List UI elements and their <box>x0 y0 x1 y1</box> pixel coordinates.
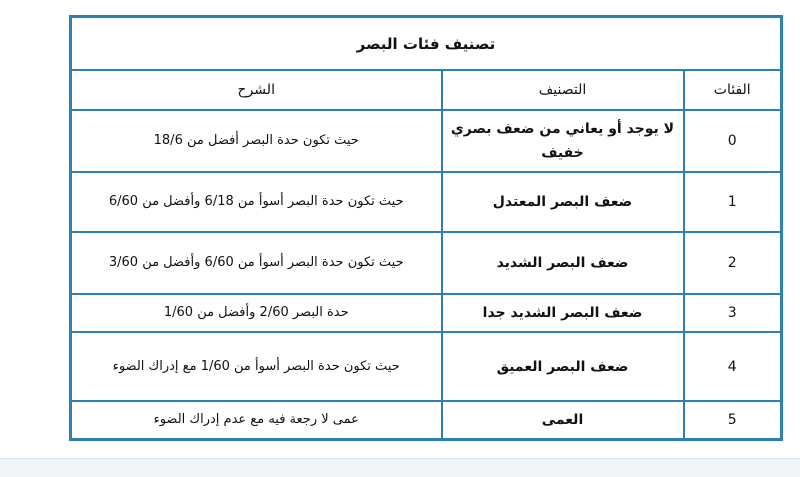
vision-classification-table <box>69 15 783 441</box>
classification-cell: لا يوجد أو يعاني من ضعف بصري خفيف <box>442 110 684 172</box>
category-cell: 4 <box>684 332 782 401</box>
table-header-row <box>71 70 782 110</box>
classification-cell: ضعف البصر الشديد جدا <box>442 294 684 332</box>
classification-cell: ضعف البصر العميق <box>442 332 684 401</box>
header-classification: التصنيف <box>442 70 684 110</box>
explanation-cell: حدة البصر 2/60 وأفضل من 1/60 <box>71 294 442 332</box>
classification-cell: ضعف البصر المعتدل <box>442 172 684 232</box>
category-cell: 2 <box>684 232 782 294</box>
header-categories: الفئات <box>684 70 782 110</box>
category-cell: 1 <box>684 172 782 232</box>
table-title-row <box>71 17 782 71</box>
classification-cell: العمى <box>442 401 684 440</box>
table-row <box>71 232 782 294</box>
page-bottom-band <box>0 458 800 477</box>
table-row <box>71 172 782 232</box>
table-row <box>71 294 782 332</box>
header-explanation: الشرح <box>71 70 442 110</box>
table-title: تصنيف فئات البصر <box>71 17 782 71</box>
category-cell: 5 <box>684 401 782 440</box>
explanation-cell: عمى لا رجعة فيه مع عدم إدراك الضوء <box>71 401 442 440</box>
explanation-cell: حيث تكون حدة البصر أفضل من 18/6 <box>71 110 442 172</box>
classification-cell: ضعف البصر الشديد <box>442 232 684 294</box>
table-row <box>71 401 782 440</box>
explanation-cell: حيث تكون حدة البصر أسوأ من 1/60 مع إدراك الضوء <box>71 332 442 401</box>
explanation-cell: حيث تكون حدة البصر أسوأ من 6/60 وأفضل من 3/60 <box>71 232 442 294</box>
category-cell: 3 <box>684 294 782 332</box>
explanation-cell: حيث تكون حدة البصر أسوأ من 6/18 وأفضل من 6/60 <box>71 172 442 232</box>
category-cell: 0 <box>684 110 782 172</box>
table-row <box>71 110 782 172</box>
table-row <box>71 332 782 401</box>
